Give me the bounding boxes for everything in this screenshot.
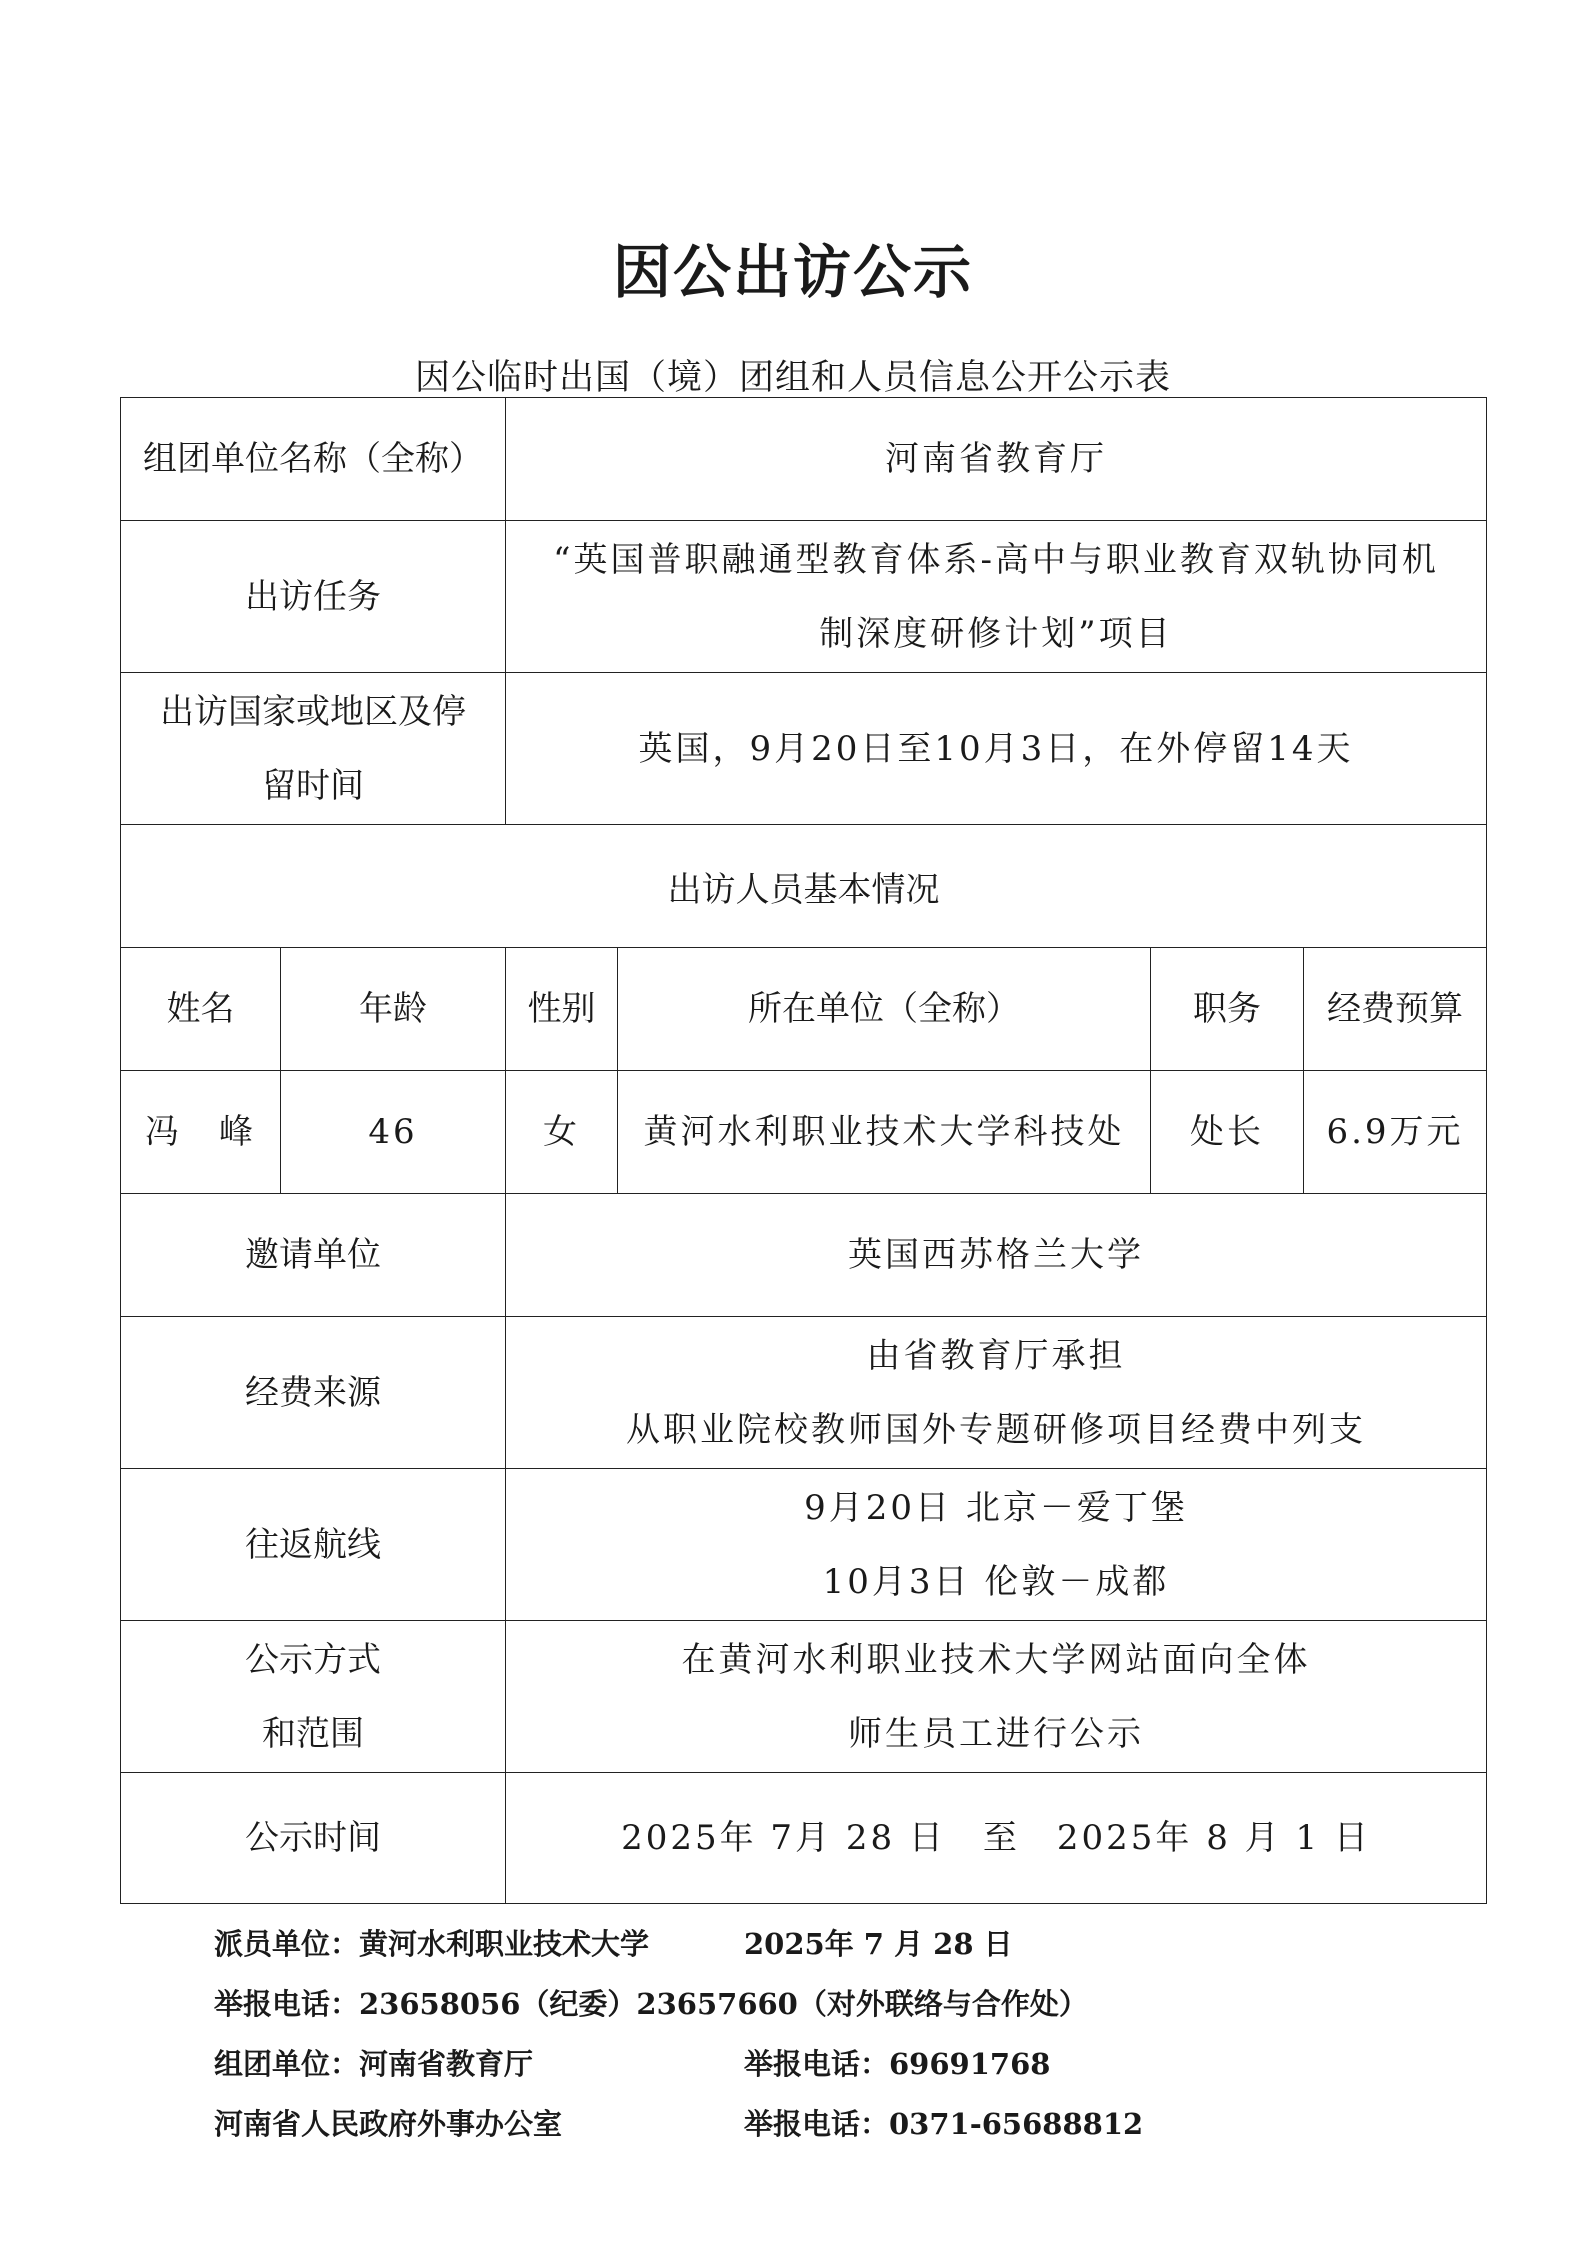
person-age: 46	[281, 1071, 506, 1194]
destination-label	[121, 673, 506, 825]
inviter-value: 英国西苏格兰大学	[506, 1194, 1487, 1317]
publicity-table	[120, 397, 1487, 1904]
footer-row-1	[214, 1922, 1414, 1982]
route-line-1: 9月20日 北京－爱丁堡	[804, 1487, 1188, 1528]
page-title: 因公出访公示	[612, 238, 973, 306]
row-publicity	[121, 1621, 1487, 1773]
column-header-position: 职务	[1151, 948, 1304, 1071]
route-value	[506, 1469, 1487, 1621]
footer-row-2	[214, 1982, 1414, 2042]
publicity-line-1: 在黄河水利职业技术大学网站面向全体	[681, 1639, 1311, 1680]
dispatch-unit: 派员单位：黄河水利职业技术大学	[214, 1927, 650, 1961]
publicity-value	[506, 1621, 1487, 1773]
org-value: 河南省教育厅	[506, 398, 1487, 521]
publicity-label	[121, 1621, 506, 1773]
funding-line-2: 从职业院校教师国外专题研修项目经费中列支	[626, 1409, 1366, 1450]
person-unit: 黄河水利职业技术大学科技处	[618, 1071, 1151, 1194]
hotline-1: 举报电话：23658056（纪委）23657660（对外联络与合作处）	[214, 1987, 1088, 2021]
period-label: 公示时间	[121, 1773, 506, 1904]
footer-row-4	[214, 2102, 1414, 2162]
column-header-budget: 经费预算	[1304, 948, 1487, 1071]
row-inviter	[121, 1194, 1487, 1317]
org-unit: 组团单位：河南省教育厅	[214, 2047, 534, 2081]
dispatch-date: 2025年 7 月 28 日	[744, 1927, 1013, 1961]
table-subtitle: 因公临时出国（境）团组和人员信息公开公示表	[414, 358, 1171, 398]
person-name: 冯 峰	[121, 1071, 281, 1194]
footer-row-3	[214, 2042, 1414, 2102]
personnel-heading: 出访人员基本情况	[121, 825, 1487, 948]
column-header-name: 姓名	[121, 948, 281, 1071]
row-task	[121, 521, 1487, 673]
footer	[214, 1922, 1414, 2162]
destination-label-line-1: 出访国家或地区及停	[160, 691, 466, 732]
task-line-2: 制深度研修计划”项目	[819, 613, 1173, 654]
publicity-line-2: 师生员工进行公示	[848, 1713, 1144, 1754]
column-header-age: 年龄	[281, 948, 506, 1071]
column-header-unit: 所在单位（全称）	[618, 948, 1151, 1071]
route-label: 往返航线	[121, 1469, 506, 1621]
column-header-gender: 性别	[506, 948, 618, 1071]
row-column-headers	[121, 948, 1487, 1071]
org-label: 组团单位名称（全称）	[121, 398, 506, 521]
inviter-label: 邀请单位	[121, 1194, 506, 1317]
row-destination	[121, 673, 1487, 825]
task-label: 出访任务	[121, 521, 506, 673]
task-value	[506, 521, 1487, 673]
destination-label-line-2: 留时间	[262, 765, 364, 806]
funding-value	[506, 1317, 1487, 1469]
table-row	[121, 1071, 1487, 1194]
route-line-2: 10月3日 伦敦－成都	[822, 1561, 1170, 1602]
foreign-affairs-hotline: 举报电话：0371-65688812	[744, 2107, 1144, 2141]
foreign-affairs-office: 河南省人民政府外事办公室	[214, 2107, 563, 2141]
funding-line-1: 由省教育厅承担	[866, 1335, 1126, 1376]
period-value: 2025年 7月 28 日 至 2025年 8 月 1 日	[506, 1773, 1487, 1904]
person-gender: 女	[506, 1071, 618, 1194]
task-line-1: “英国普职融通型教育体系-高中与职业教育双轨协同机	[553, 539, 1439, 580]
destination-value: 英国，9月20日至10月3日，在外停留14天	[506, 673, 1487, 825]
funding-label: 经费来源	[121, 1317, 506, 1469]
person-position: 处长	[1151, 1071, 1304, 1194]
publicity-label-line-1: 公示方式	[245, 1639, 381, 1680]
row-org	[121, 398, 1487, 521]
person-budget: 6.9万元	[1304, 1071, 1487, 1194]
row-personnel-heading	[121, 825, 1487, 948]
row-period	[121, 1773, 1487, 1904]
publicity-label-line-2: 和范围	[262, 1713, 364, 1754]
org-hotline: 举报电话：69691768	[744, 2047, 1051, 2081]
row-route	[121, 1469, 1487, 1621]
row-funding	[121, 1317, 1487, 1469]
